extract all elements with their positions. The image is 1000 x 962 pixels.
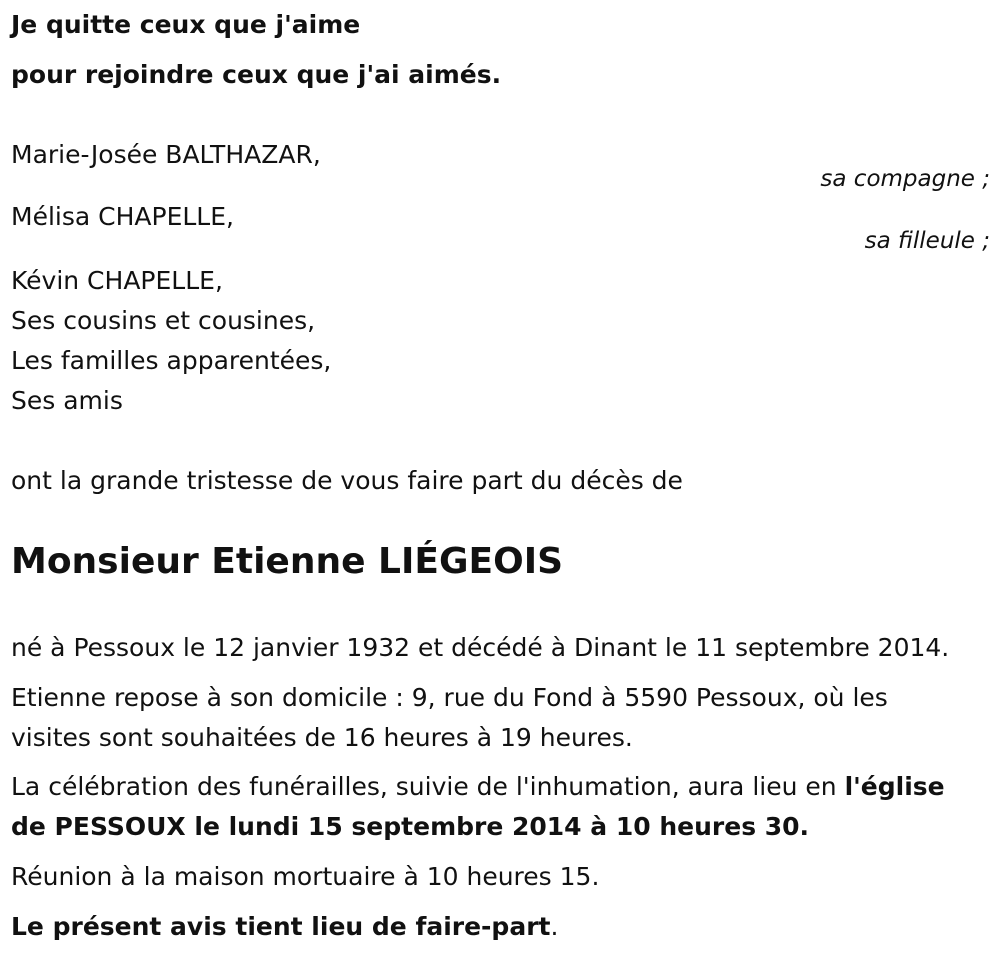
announcement-text: ont la grande tristesse de vous faire part du décès de [11, 466, 683, 495]
notice-line [11, 912, 558, 942]
rest-line-1: Etienne repose à son domicile : 9, rue du Fond à 5590 Pessoux, où les [11, 683, 888, 712]
partner-role: sa compagne ; [820, 166, 990, 192]
goddaughter-role: sa filleule ; [864, 228, 990, 254]
quote-line-1: Je quitte ceux que j'aime [11, 10, 361, 39]
family-member-4: Ses amis [11, 386, 123, 415]
notice-text: Le présent avis tient lieu de faire-part [11, 912, 551, 941]
meeting-line: Réunion à la maison mortuaire à 10 heures 15. [11, 862, 600, 891]
ceremony-text: La célébration des funérailles, suivie de l'inhumation, aura lieu en [11, 772, 845, 801]
family-member-2: Ses cousins et cousines, [11, 306, 316, 335]
ceremony-place-highlight: l'église [844, 772, 945, 801]
family-member-3: Les familles apparentées, [11, 346, 332, 375]
partner-name: Marie-Josée BALTHAZAR, [11, 140, 321, 169]
deceased-name: Monsieur Etienne LIÉGEOIS [11, 541, 564, 582]
notice-period: . [550, 912, 559, 941]
ceremony-line-1 [11, 772, 945, 802]
family-member-1: Kévin CHAPELLE, [11, 266, 223, 295]
birth-death-line: né à Pessoux le 12 janvier 1932 et décédé à Dinant le 11 septembre 2014. [11, 633, 950, 662]
rest-line-2: visites sont souhaitées de 16 heures à 19 heures. [11, 723, 633, 752]
quote-line-2: pour rejoindre ceux que j'ai aimés. [11, 60, 502, 89]
goddaughter-name: Mélisa CHAPELLE, [11, 202, 234, 231]
ceremony-line-2: de PESSOUX le lundi 15 septembre 2014 à 10 heures 30. [11, 812, 810, 841]
